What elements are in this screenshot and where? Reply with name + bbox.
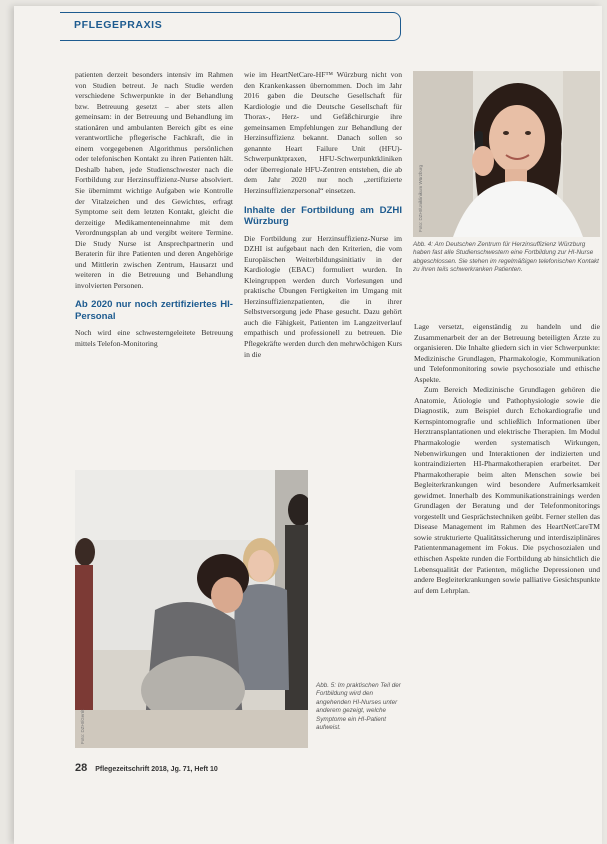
subheading: Ab 2020 nur noch zertifiziertes HI-Personal xyxy=(75,299,233,322)
subheading: Inhalte der Fortbildung am DZHI Würzburg xyxy=(244,204,402,228)
photo-credit: Foto: DZHI/Uniklinikum Würzburg xyxy=(418,164,423,232)
page-footer xyxy=(75,762,218,774)
photo-nurse-on-phone xyxy=(413,71,600,237)
figure-caption: Abb. 4: Am Deutschen Zentrum für Herzinsuffizienz Würzburg haben fast alle Studienschwestern eine Fortbildung zur HI-Nurse abgeschlossen. Sie stehen im regelmäßigen telefonischen Kontakt zu ihren teils schwerkranken Patienten. xyxy=(413,241,599,274)
text-column-3 xyxy=(414,322,600,596)
text-column-2 xyxy=(244,70,402,360)
paragraph: patienten derzeit besonders intensiv im Rahmen von Studien betreut. Je nach Studie werden verschiedene Schwerpunkte in der Behandlung bzw. Betreuung gesetzt – aber stets allen gemeinsam: in der Betreuung und Behandlung im stationären und ambulanten Bereich gibt es eine verantwortliche pflegerische Fachkraft, die in einem vorgegebenen Algorithmus persönlichen oder telefonischen Kontakt zu ihren Patienten hält. Deshalb haben, jede Studienschwester nach die Fortbildung zur Herzinsuffizienz-Nurse absolviert. Sie übernimmt wichtige Aufgaben wie Kontrolle der Vitalzeichen und des Gewichtes, erfragt Symptome seit dem letzten Kontakt, gleicht die derzeitige Medikamenteneinnahme mit dem Verordnungsplan ab und vergibt weitere Termine. Die Study Nurse ist Ansprechpartnerin und Beraterin für ihre Patienten und deren Angehörige und Mittlerin zwischen Zentrum, Hausarzt und weiteren in die Betreuung und Behandlung involvierten Personen. xyxy=(75,70,233,290)
section-title: PFLEGEPRAXIS xyxy=(74,19,163,31)
paragraph: Noch wird eine schwesterngeleitete Betreuung mittels Telefon-Monitoring xyxy=(75,328,233,349)
page-number: 28 xyxy=(75,762,88,774)
paragraph: Die Fortbildung zur Herzinsuffizienz-Nurse im DZHI ist aufgebaut nach den Kriterien, die vom Europäischen Weiterbildungsinitiativ in der Kardiologie (EBAC) formuliert wurden. In Kleingruppen werden durch Vorlesungen und praktische Übungen Fertigkeiten im Umgang mit Herzinsuffizienzpatienten, die in ihrer Selbstversorgung jede Phase gesucht. Dazu gehört auch die Fähigkeit, Patienten im Langzeitverlauf empathisch und professionell zu betreuen. Die Pflegekräfte werden durch den mehrwöchigen Kurs in die xyxy=(244,233,402,359)
photo-credit: Foto: DZHI/Gerrit xyxy=(80,709,85,744)
paragraph: wie im HeartNetCare-HF™ Würzburg nicht von den Krankenkassen übernommen. Doch im Jahr 2016 gaben die Deutsche Gesellschaft für Kardiologie und die Deutsche Gesellschaft für Thorax-, Herz- und Gefäßchirurgie ihre gemeinsamen Empfehlungen zur Behandlung der Herzinsuffizienz bekannt. Danach sollen so genannte Heart Failure Unit (HFU)-Schwerpunktpraxen, HFU-Schwerpunktkliniken oder überregionale HFU-Zentren entstehen, die ab dem Jahr 2020 nur noch „zertifizierte Herzinsuffizienzpersonal“ einsetzen. xyxy=(244,70,402,196)
paragraph: Zum Bereich Medizinische Grundlagen gehören die Anatomie, Ätiologie und Pathophysiologie sowie die Diagnostik, zum Beispiel durch Echokardiografie und Kernspintomografie und schließlich Informationen über Herztransplantationen und elektrische Therapien. Im Modul Pharmakologie werden systematisch Wirkungen, Nebenwirkungen und Interaktionen der indizierten und kontraindizierten HI-Pharmakotherapien erarbeitet. Der Pharmakotherapie beim alten Menschen sowie bei Begleiterkrankungen wird besondere Aufmerksamkeit gewidmet. Innerhalb des Kommunikationstrainings werden Grundlagen der Beratung und der Telefonmonitorings vorgestellt und Gesprächstechniken geübt. Ferner stellen das Disease Management im Rahmen des HeartNetCareTM sowie strukturierte Qualitätssicherung und interdisziplinäres Patientenmanagement im Fokus. Die psychosozialen und ethischen Aspekte runden die Fortbildung ab hinsichtlich die Lebensqualität der Patienten, mögliche Depressionen und andere Begleiterkrankungen sowie palliative Gesichtspunkte auf dem Lehrplan. xyxy=(414,385,600,595)
text-column-1 xyxy=(75,70,233,350)
photo-training-session xyxy=(75,470,308,748)
paragraph: Lage versetzt, eigenständig zu handeln und die Zusammenarbeit der an der Betreuung beteiligten Ärzte zu organisieren. Die Inhalte gliedern sich in vier Schwerpunkte: Medizinische Grundlagen, Pharmakologie, Kommunikation und Telefonmonitoring sowie psychosoziale und ethische Aspekte. xyxy=(414,322,600,384)
publication-info: Pflegezeitschrift 2018, Jg. 71, Heft 10 xyxy=(95,766,218,773)
figure-caption: Abb. 5: Im praktischen Teil der Fortbildung wird den angehenden HI-Nurses unter anderem gezeigt, welche Symptome ein HI-Patient aufweist. xyxy=(316,682,401,732)
